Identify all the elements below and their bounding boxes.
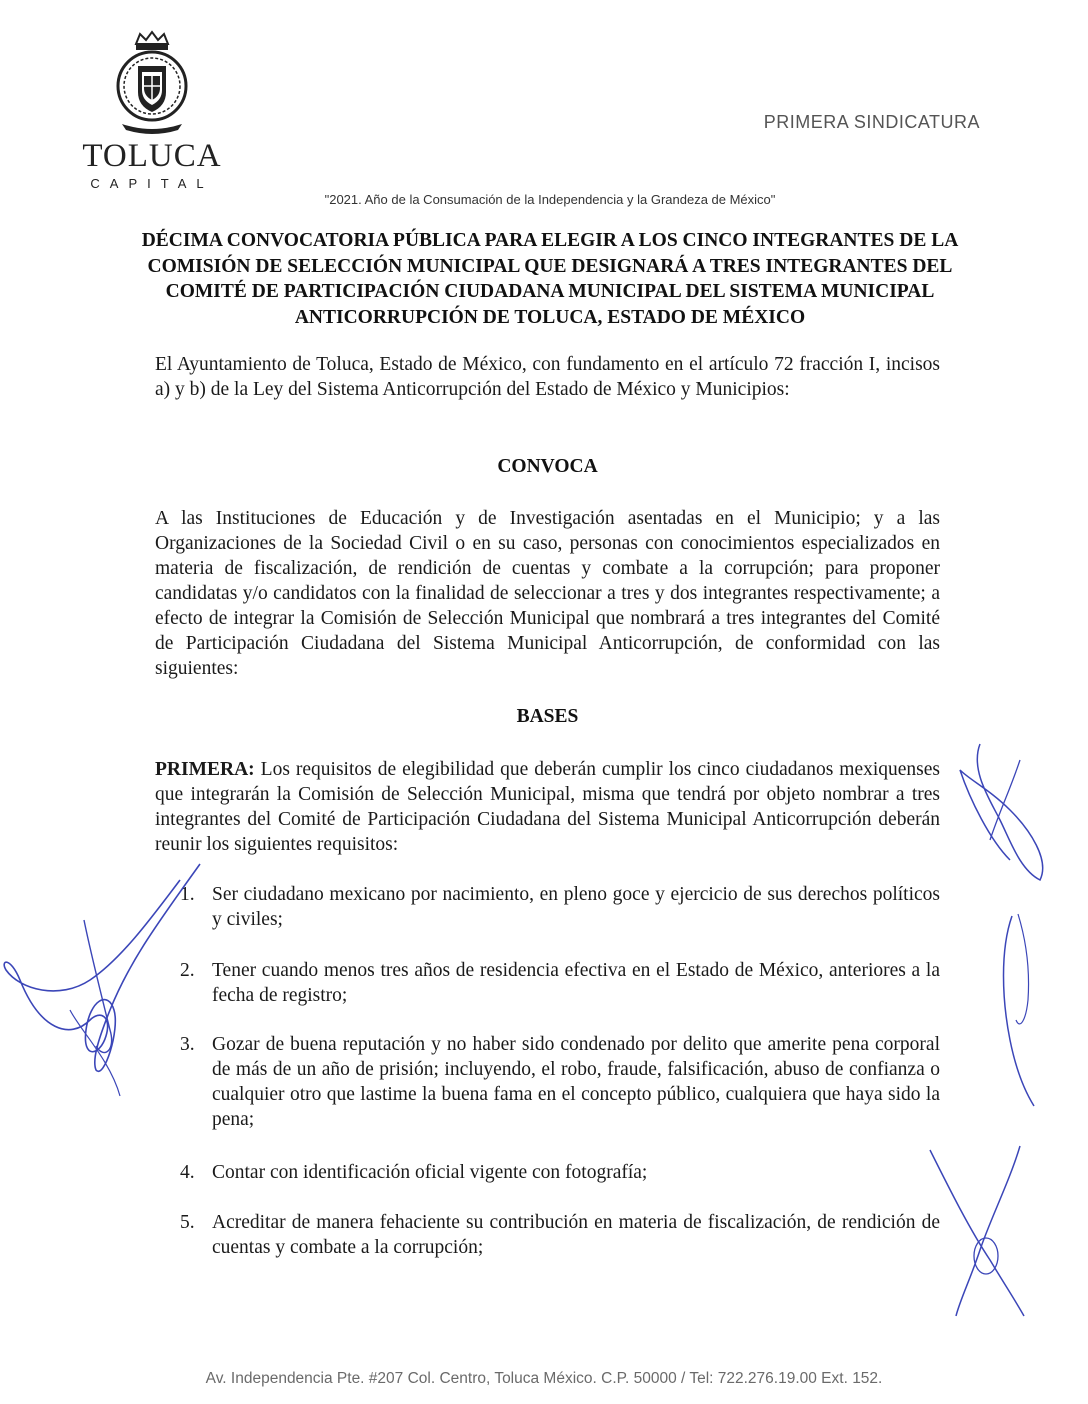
convoca-paragraph: A las Instituciones de Educación y de Investigación asentadas en el Municipio; y a las Organizaciones de la Sociedad Civil o en su caso, personas con conocimientos especializados en materia de fiscalización, de rendición de cuentas y combate a la corrupción; para proponer candidatas y/o candidatos con la finalidad de seleccionar a tres y dos integrantes respectivamente; a efecto de integrar la Comisión de Selección Municipal que nombrará a tres integrantes del Comité de Participación Ciudadana del Sistema Municipal Anticorrupción, de conformidad con las siguientes: bbox=[155, 508, 940, 679]
requirement-text: Acreditar de manera fehaciente su contribución en materia de fiscalización, de rendición de cuentas y combate a la corrupción; bbox=[212, 1212, 940, 1258]
logo-subtitle: CAPITAL bbox=[90, 176, 214, 191]
office-name: PRIMERA SINDICATURA bbox=[763, 112, 980, 132]
requirement-item bbox=[180, 1032, 940, 1132]
requirement-item bbox=[180, 1160, 940, 1185]
primera-text: Los requisitos de elegibilidad que deberán cumplir los cinco ciudadanos mexiquenses que integrarán la Comisión de Selección Municipal, misma que tendrá por objeto nombrar a tres integrantes del Comité de Participación Ciudadana del Sistema Municipal Anticorrupción deberán reunir los siguientes requisitos: bbox=[155, 759, 941, 855]
intro-paragraph: El Ayuntamiento de Toluca, Estado de México, con fundamento en el artículo 72 fracción I, incisos a) y b) de la Ley del Sistema Anticorrupción del Estado de México y Municipios: bbox=[155, 354, 940, 400]
requirement-text: Tener cuando menos tres años de residencia efectiva en el Estado de México, anteriores a la fecha de registro; bbox=[212, 960, 940, 1006]
signature-right-bottom bbox=[920, 1140, 1050, 1320]
footer-address: Av. Independencia Pte. #207 Col. Centro, Toluca México. C.P. 50000 / Tel: 722.276.19.00 Ext. 152. bbox=[205, 1370, 883, 1387]
toluca-logo bbox=[82, 30, 222, 190]
requirement-text: Ser ciudadano mexicano por nacimiento, en pleno goce y ejercicio de sus derechos políticos y civiles; bbox=[212, 884, 940, 930]
bases-heading: BASES bbox=[516, 706, 579, 727]
requirement-item bbox=[180, 1210, 940, 1260]
signature-right-top bbox=[950, 740, 1060, 890]
year-motto: "2021. Año de la Consumación de la Independencia y la Grandeza de México" bbox=[324, 192, 776, 207]
requirement-number: 4. bbox=[180, 1162, 195, 1183]
logo-wordmark: TOLUCA bbox=[82, 138, 222, 174]
convoca-heading: CONVOCA bbox=[497, 456, 598, 477]
requirement-item bbox=[180, 882, 940, 932]
coat-of-arms-icon bbox=[104, 30, 200, 138]
requirement-number: 2. bbox=[180, 960, 195, 981]
requirement-number: 3. bbox=[180, 1034, 195, 1055]
signature-left bbox=[0, 860, 220, 1100]
requirement-text: Contar con identificación oficial vigente con fotografía; bbox=[212, 1162, 648, 1183]
primera-label: PRIMERA: bbox=[155, 759, 255, 780]
requirement-number: 5. bbox=[180, 1212, 195, 1233]
requirement-number: 1. bbox=[180, 884, 195, 905]
primera-paragraph bbox=[155, 757, 940, 857]
signature-right-middle bbox=[990, 910, 1050, 1110]
requirement-item bbox=[180, 958, 940, 1008]
document-title: DÉCIMA CONVOCATORIA PÚBLICA PARA ELEGIR A LOS CINCO INTEGRANTES DE LA COMISIÓN DE SELECCIÓN MUNICIPAL QUE DESIGNARÁ A TRES INTEGRANTES DEL COMITÉ DE PARTICIPACIÓN CIUDADANA MUNICIPAL DEL SISTEMA MUNICIPAL ANTICORRUPCIÓN DE TOLUCA, ESTADO DE MÉXICO bbox=[141, 230, 959, 328]
requirement-text: Gozar de buena reputación y no haber sido condenado por delito que amerite pena corporal de más de un año de prisión; incluyendo, el robo, fraude, falsificación, abuso de confianza o cualquier otro que lastime la buena fama en el concepto público, cualquiera que haya sido la pena; bbox=[212, 1034, 940, 1130]
